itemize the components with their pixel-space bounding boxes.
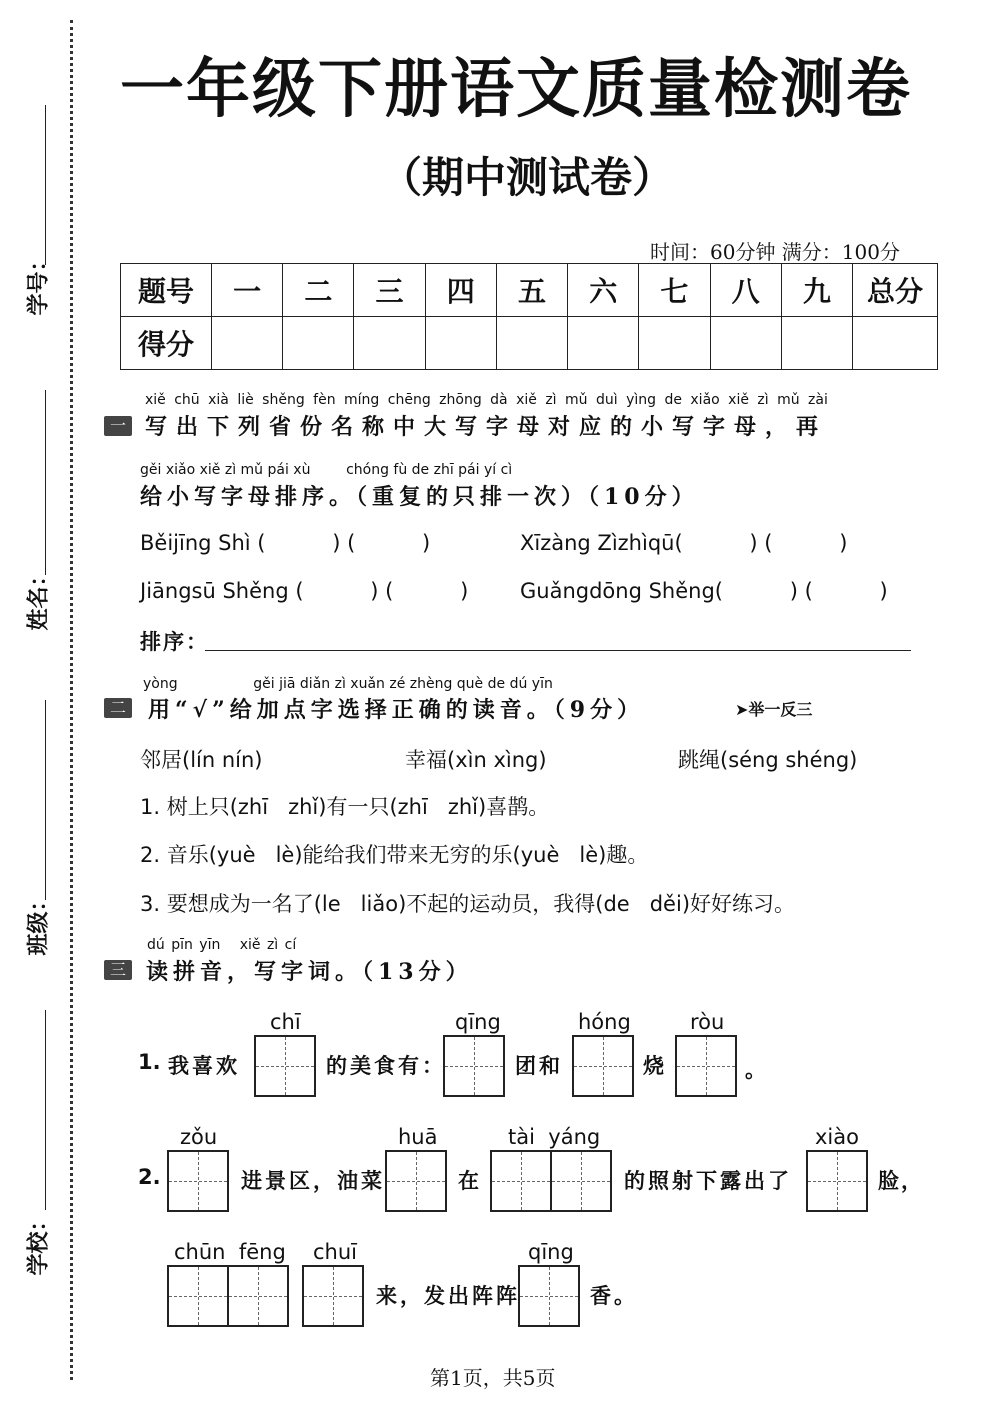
score-header-cell: 五: [496, 264, 567, 317]
q3-r2-pinyin-2: huā: [398, 1125, 438, 1149]
q3-r2-pinyin-4: xiào: [815, 1125, 859, 1149]
q1-item-guangdong[interactable]: Guǎngdōng Shěng( ) ( ): [520, 579, 888, 603]
q3-r2-box-1[interactable]: [167, 1150, 229, 1212]
q3-r1-box-1[interactable]: [254, 1035, 316, 1097]
q3-r3-box-2[interactable]: [302, 1265, 364, 1327]
score-header-cell: 九: [781, 264, 852, 317]
score-header-row: [121, 264, 938, 317]
score-cell[interactable]: [568, 317, 639, 370]
q2-instruction: 用“√”给加点字选择正确的读音。（9分）: [148, 697, 645, 723]
score-cell[interactable]: [283, 317, 354, 370]
score-cell[interactable]: [781, 317, 852, 370]
tianzige-cell[interactable]: [550, 1150, 612, 1212]
score-cell[interactable]: [853, 317, 938, 370]
q1-item-xizang[interactable]: Xīzàng Zìzhìqū( ) ( ): [520, 531, 848, 555]
q3-r1-box-2[interactable]: [443, 1035, 505, 1097]
q3-r2-text-3: 的照射下露出了: [624, 1168, 792, 1193]
tianzige-cell[interactable]: [385, 1150, 447, 1212]
q2-word-2[interactable]: 幸福(xìn xìng): [405, 748, 547, 772]
school-label: 学校：: [26, 1209, 52, 1276]
tianzige-cell[interactable]: [490, 1150, 552, 1212]
q3-r1-text-1: 我喜欢: [168, 1053, 240, 1078]
score-cell[interactable]: [496, 317, 567, 370]
q1-badge: 一: [104, 416, 132, 436]
binding-dashed-line: [70, 20, 73, 1380]
score-row-label: 得分: [121, 317, 212, 370]
score-header-cell: 总分: [853, 264, 938, 317]
score-header-cell: 一: [212, 264, 283, 317]
school-line: [45, 1010, 46, 1210]
student-no-label: 学号：: [26, 249, 52, 316]
tianzige-cell[interactable]: [302, 1265, 364, 1327]
q3-r1-box-3[interactable]: [572, 1035, 634, 1097]
score-cell[interactable]: [425, 317, 496, 370]
q3-r1-pinyin-3: hóng: [578, 1010, 631, 1034]
q2-sentence-2[interactable]: 2. 音乐(yuè lè)能给我们带来无穷的乐(yuè lè)趣。: [140, 843, 649, 867]
score-header-cell: 七: [639, 264, 710, 317]
q3-r2-box-4[interactable]: [806, 1150, 868, 1212]
q2-badge: 二: [104, 698, 132, 718]
q3-pinyin: dú pīn yīn xiě zì cí: [147, 937, 297, 953]
q3-r1-text-2: 的美食有：: [326, 1053, 446, 1078]
q2-word-3[interactable]: 跳绳(séng shéng): [678, 748, 858, 772]
q2-sentence-1[interactable]: 1. 树上只(zhī zhǐ)有一只(zhī zhǐ)喜鹊。: [140, 795, 550, 819]
q3-r3-box-3[interactable]: [518, 1265, 580, 1327]
name-line: [45, 390, 46, 575]
q3-r2-pinyin-3: tài yáng: [508, 1125, 601, 1149]
tianzige-cell[interactable]: [167, 1150, 229, 1212]
score-header-cell: 四: [425, 264, 496, 317]
tianzige-cell[interactable]: [167, 1265, 229, 1327]
tianzige-cell[interactable]: [806, 1150, 868, 1212]
class-label: 班级：: [26, 889, 52, 956]
score-cell[interactable]: [354, 317, 425, 370]
tianzige-cell[interactable]: [572, 1035, 634, 1097]
tianzige-cell[interactable]: [227, 1265, 289, 1327]
q3-r1-number: 1.: [138, 1050, 161, 1074]
name-label: 姓名：: [26, 564, 52, 631]
q3-r1-box-4[interactable]: [675, 1035, 737, 1097]
q3-r3-text-2: 香。: [590, 1283, 638, 1308]
score-header-cell: 六: [568, 264, 639, 317]
score-cell[interactable]: [212, 317, 283, 370]
q3-r2-box-3[interactable]: [490, 1150, 612, 1212]
q1-sort-label: 排序：: [140, 629, 209, 654]
score-header-cell: 三: [354, 264, 425, 317]
q3-instruction: 读拼音，写字词。（13分）: [146, 959, 473, 985]
q3-r1-text-4: 烧: [643, 1053, 670, 1078]
q2-sentence-3[interactable]: 3. 要想成为一名了(le liǎo)不起的运动员，我得(de děi)好好练习。: [140, 892, 796, 916]
tianzige-cell[interactable]: [443, 1035, 505, 1097]
score-header-cell: 二: [283, 264, 354, 317]
q3-r3-box-1[interactable]: [167, 1265, 289, 1327]
q2-word-1[interactable]: 邻居(lín nín): [140, 748, 263, 772]
q3-r2-pinyin-1: zǒu: [180, 1125, 218, 1149]
q3-r1-pinyin-4: ròu: [690, 1010, 725, 1034]
score-cell[interactable]: [639, 317, 710, 370]
q1-item-jiangsu[interactable]: Jiāngsū Shěng ( ) ( ): [140, 579, 469, 603]
q2-pinyin: yòng gěi jiā diǎn zì xuǎn zé zhèng què de dú yīn: [143, 676, 553, 692]
q3-r2-number: 2.: [138, 1165, 161, 1189]
tianzige-cell[interactable]: [254, 1035, 316, 1097]
q1-pinyin-1: xiě chū xià liè shěng fèn míng chēng zhōng dà xiě zì mǔ duì yìng de xiǎo xiě zì mǔ zài: [145, 392, 828, 408]
q3-r3-pinyin-2: chuī: [313, 1240, 357, 1264]
student-no-line: [45, 105, 46, 265]
q1-item-beijing[interactable]: Běijīng Shì ( ) ( ): [140, 531, 431, 555]
tianzige-cell[interactable]: [675, 1035, 737, 1097]
q3-r1-pinyin-2: qīng: [455, 1010, 501, 1034]
q3-r1-text-3: 团和: [515, 1053, 563, 1078]
q3-r2-text-1: 进景区，油菜: [241, 1168, 385, 1193]
q1-sort-answer-line[interactable]: [205, 650, 911, 651]
exam-meta: 时间：60分钟 满分：100分: [650, 240, 900, 264]
q1-pinyin-2: gěi xiǎo xiě zì mǔ pái xù chóng fù de zhī pái yí cì: [140, 462, 513, 478]
score-cell[interactable]: [710, 317, 781, 370]
score-value-row: [121, 317, 938, 370]
q3-r2-text-2: 在: [458, 1168, 485, 1193]
page-footer: 第1页，共5页: [430, 1366, 556, 1390]
q1-instruction-2: 给小写字母排序。（重复的只排一次）（10分）: [140, 484, 699, 510]
score-header-cell: 题号: [121, 264, 212, 317]
q3-r3-pinyin-3: qīng: [528, 1240, 574, 1264]
q3-r1-pinyin-1: chī: [270, 1010, 301, 1034]
score-header-cell: 八: [710, 264, 781, 317]
q3-r1-text-5: 。: [745, 1057, 772, 1082]
q2-tag: ➤举一反三: [735, 700, 813, 719]
q3-r3-text-1: 来，发出阵阵: [376, 1283, 520, 1308]
q3-r2-box-2[interactable]: [385, 1150, 447, 1212]
q3-r3-pinyin-1: chūn fēng: [174, 1240, 286, 1264]
page-title: 一年级下册语文质量检测卷: [120, 52, 912, 127]
page-subtitle: （期中测试卷）: [380, 153, 675, 202]
class-line: [45, 700, 46, 900]
q3-r2-text-4: 脸，: [878, 1168, 924, 1193]
score-table: [120, 263, 938, 370]
q1-instruction-1: 写出下列省份名称中大写字母对应的小写字母，再: [145, 414, 828, 440]
q3-badge: 三: [104, 960, 132, 980]
tianzige-cell[interactable]: [518, 1265, 580, 1327]
